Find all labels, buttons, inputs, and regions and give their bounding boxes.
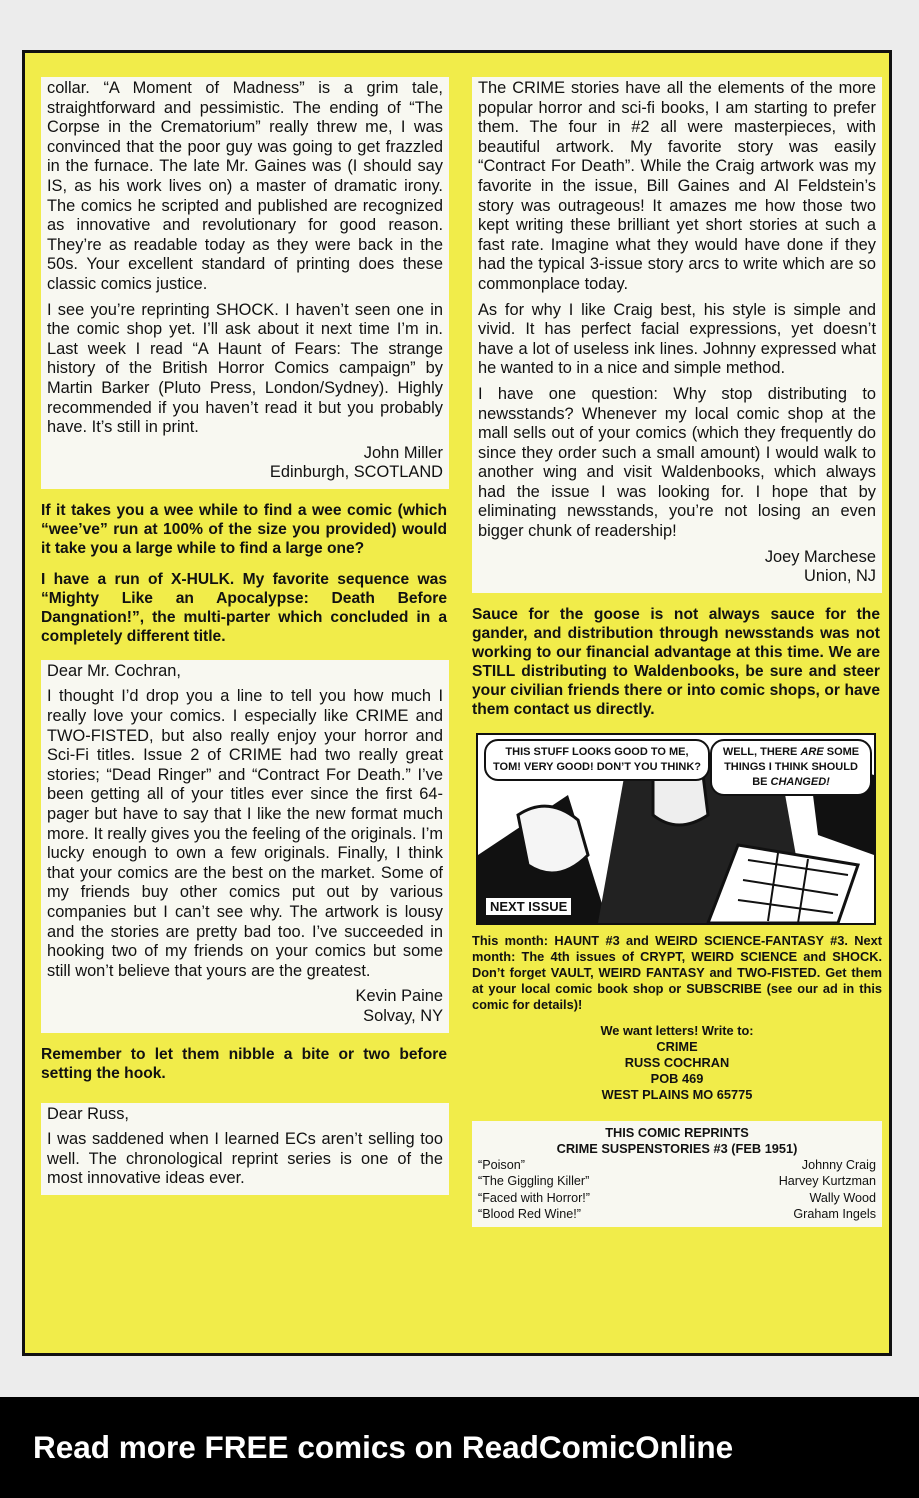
letter-greeting: Dear Russ,: [47, 1104, 129, 1123]
address-line: WEST PLAINS MO 65775: [601, 1086, 753, 1102]
letter-paragraph: I thought I’d drop you a line to tell you how much I really love your comics. I especially like CRIME and TWO-FISTED, but also really enjoy your horror and Sci-Fi titles. Issue 2 of CRIME had two really great stories; “Dead Ringer” and “Contract For Death.” I’ve been getting all of your titles ever since the first 64-pager but have to say that I like the new format much more. It really gives you the feeling of the originals. I’m lucky enough to own a few originals. Finally, I think that your comics are the best on the market. Some of my friends buy other comics put out by various companies but I can’t see why. The artwork is lousy and the stories are pretty bad too. I’ve succeeded in hooking two of my friends on your comics but some still won’t believe that yours are the greatest.: [47, 687, 443, 980]
address-line: We want letters! Write to:: [600, 1022, 754, 1038]
balloon-emphasis: CHANGED!: [770, 775, 830, 788]
address-line: CRIME: [656, 1038, 698, 1054]
footer-banner: Read more FREE comics on ReadComicOnline: [0, 1397, 919, 1498]
reprints-title: THIS COMIC REPRINTS: [605, 1124, 749, 1140]
story-artist: Harvey Kurtzman: [778, 1174, 876, 1189]
story-title: “Faced with Horror!”: [478, 1190, 590, 1205]
letters-page: [22, 50, 892, 1356]
story-artist: Johnny Craig: [801, 1157, 876, 1172]
address-line: POB 469: [650, 1070, 704, 1086]
story-row: [478, 1173, 876, 1190]
signature: [47, 987, 443, 1026]
next-issue-panel: [476, 733, 876, 925]
right-column: [472, 77, 882, 1227]
left-column: [41, 77, 449, 1205]
letter-paragraph: collar. “A Moment of Madness” is a grim tale, straightforward and pessimistic. The ending of “The Corpse in the Crematorium” really threw me, I was convinced that the poor guy was going to get frazzled in the furnace. The late Mr. Gaines was (I should say IS, as his work lives on) a master of dramatic irony. The comics he scripted and published are recognized as innovative and revolutionary for good reason. They’re as readable today as they were back in the 50s. Your excellent standard of printing does these classic comics justice.: [47, 79, 443, 293]
reply-paragraph: Sauce for the goose is not always sauce for the gander, and distribution through newsstands was not working to our financial advantage at this time. We are STILL distributing to Waldenbooks, be sure and steer your civilian friends there or into comic shops, or have them contact us directly.: [472, 605, 880, 718]
editor-reply: [472, 605, 880, 719]
signature: [478, 548, 876, 587]
signature-name: John Miller: [363, 443, 443, 462]
letter-paragraph: The CRIME stories have all the elements of the more popular horror and sci-fi books, I am starting to prefer them. The four in #2 all were masterpieces, with beautiful artwork. My favorite story was easily “Contract For Death”. While the Craig artwork was my favorite in the issue, Bill Gaines and Al Feldstein’s story was outrageous! It amazes me how those two kept writing these brilliant yet short stories at such a fast rate. Imagine what they would have done if they had the typical 3-issue story arcs to write which are so commonplace today.: [478, 79, 876, 293]
letter-kevin-paine: [41, 660, 449, 1033]
address-line: RUSS COCHRAN: [624, 1054, 730, 1070]
reprints-box: [472, 1121, 882, 1227]
balloon-text: SOME THINGS I THINK SHOULD BE: [724, 745, 860, 788]
letter-paragraph: I have one question: Why stop distributing to newsstands? Whenever my local comic shop at the mall sells out of your comics (which they frequently do since they order such a small amount) I would walk to another wing and visit Waldenbooks, which always had the issue I was looking for. I hope that by eliminating newsstands, you’re not losing an even bigger chunk of readership!: [478, 384, 876, 541]
story-row: [478, 1157, 876, 1174]
balloon-text: WELL, THERE: [722, 745, 798, 758]
story-artist: Graham Ingels: [793, 1207, 876, 1222]
speech-balloon: THIS STUFF LOOKS GOOD TO ME, TOM! VERY GOOD! DON’T YOU THINK?: [484, 739, 710, 781]
signature-place: Edinburgh, SCOTLAND: [269, 463, 443, 482]
signature-place: Union, NJ: [804, 567, 876, 586]
signature: [47, 444, 443, 483]
story-title: “Poison”: [478, 1157, 525, 1172]
letter-greeting: Dear Mr. Cochran,: [47, 661, 181, 680]
signature-place: Solvay, NY: [363, 1006, 443, 1025]
signature-name: Kevin Paine: [355, 987, 443, 1006]
mailing-address: [472, 1023, 882, 1103]
reply-paragraph: Remember to let them nibble a bite or two before setting the hook.: [41, 1045, 447, 1082]
schedule-info: This month: HAUNT #3 and WEIRD SCIENCE-FANTASY #3. Next month: The 4th issues of CRYPT, WEIRD SCIENCE and SHOCK. Don’t forget VAULT, WEIRD FANTASY and TWO-FISTED. Get them at your local comic book shop or SUBSCRIBE (see our ad in this comic for details)!: [472, 932, 882, 1012]
balloon-emphasis: ARE: [800, 745, 824, 758]
reprints-subtitle: CRIME SUSPENSTORIES #3 (FEB 1951): [556, 1140, 798, 1156]
letter-paragraph: As for why I like Craig best, his style is simple and vivid. It has perfect facial expressions, yet doesn’t have a lot of useless ink lines. Johnny expressed what he wanted to in a nice and simple method.: [478, 300, 876, 378]
story-title: “The Giggling Killer”: [478, 1174, 590, 1189]
reply-paragraph: I have a run of X-HULK. My favorite sequence was “Mighty Like an Apocalypse: Death Before Dangnation!”, the multi-parter which concluded in a completely different title.: [41, 570, 447, 645]
editor-reply: [41, 501, 447, 646]
letter-paragraph: I see you’re reprinting SHOCK. I haven’t seen one in the comic shop yet. I’ll ask about it next time I’m in. Last week I read “A Haunt of Fears: The strange history of the British Horror Comics campaign” by Martin Barker (Pluto Press, London/Sydney). Highly recommended if you haven’t read it but you probably have. It’s still in print.: [47, 300, 443, 437]
story-row: [478, 1206, 876, 1223]
story-row: [478, 1190, 876, 1207]
editor-reply: [41, 1045, 447, 1083]
letter-paragraph: I was saddened when I learned ECs aren’t selling too well. The chronological reprint series is one of the most innovative ideas ever.: [47, 1130, 443, 1188]
speech-balloon: [710, 739, 872, 796]
letter-joey-marchese-cont: [472, 77, 882, 593]
letter-john-miller: [41, 77, 449, 489]
signature-name: Joey Marchese: [764, 547, 876, 566]
reply-paragraph: If it takes you a wee while to find a wee comic (which “wee’ve” run at 100% of the size you provided) would it take you a large while to find a large one?: [41, 501, 447, 557]
story-artist: Wally Wood: [809, 1190, 876, 1205]
story-title: “Blood Red Wine!”: [478, 1207, 581, 1222]
letter-joey-marchese-start: [41, 1103, 449, 1195]
next-issue-label: NEXT ISSUE: [484, 896, 573, 917]
